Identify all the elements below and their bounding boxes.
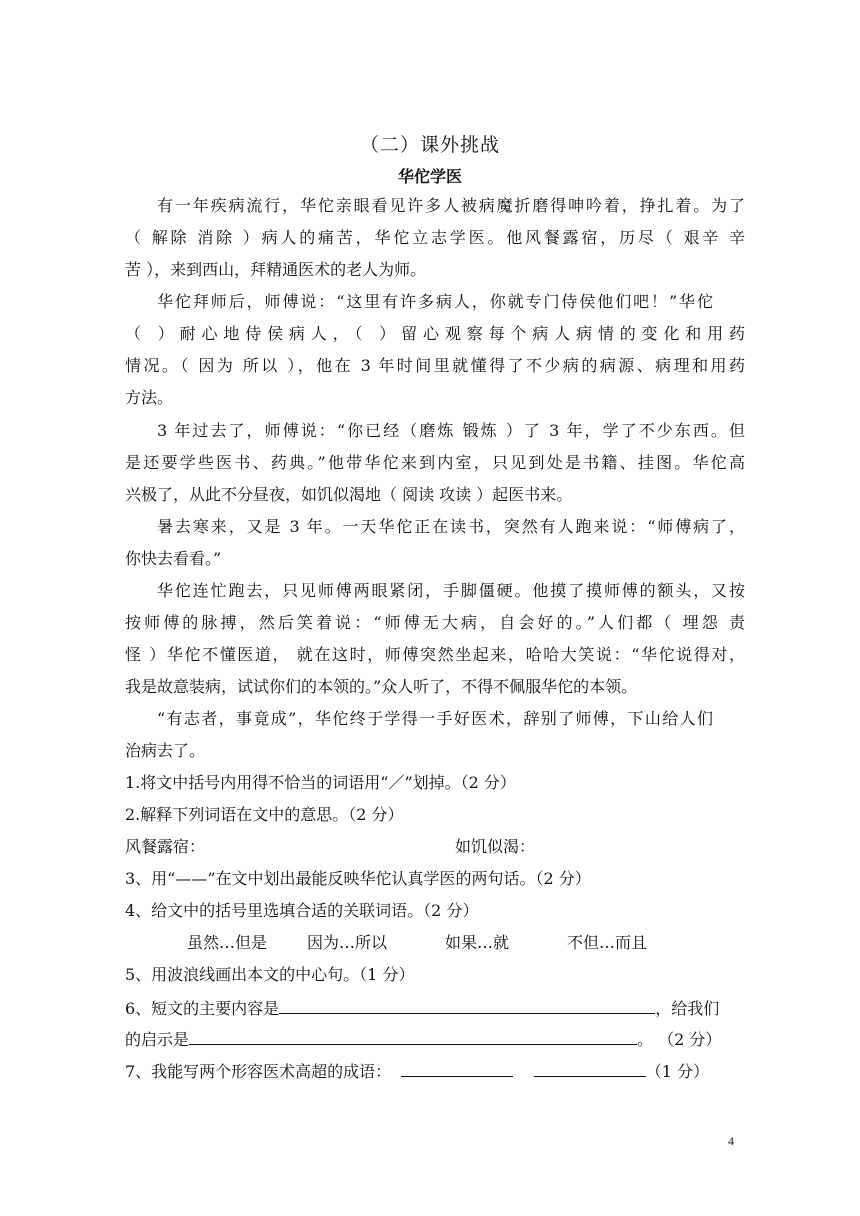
q6-answer-blank-2[interactable] (189, 1028, 637, 1045)
connective-option: 虽然…但是 (187, 933, 268, 952)
question-5: 5、用波浪线画出本文的中心句。（1 分） (125, 965, 415, 984)
passage-line: 苦 ），来到西山，拜精通医术的老人为师。 (125, 260, 427, 279)
q2-term-2: 如饥似渴： (455, 837, 536, 856)
passage-line: （ ）耐心地侍侯病人，（ ）留心观察每个病人病情的变化和用药 (125, 324, 745, 343)
passage-line: 治病去了。 (125, 741, 206, 760)
question-4: 4、给文中的括号里选填合适的关联词语。（2 分） (125, 901, 479, 920)
q6-prompt-2: 的启示是 (125, 1030, 190, 1049)
passage-line: 按师傅的脉搏，然后笑着说：“师傅无大病，自会好的。”人们都（ 埋怨 责 (125, 613, 745, 632)
question-1: 1.将文中括号内用得不恰当的词语用“／”划掉。（2 分） (125, 773, 516, 792)
q6-score: 。 （2 分） (637, 1030, 722, 1049)
passage-line: 怪 ）华佗不懂医道， 就在这时，师傅突然坐起来，哈哈大笑说：“华佗说得对， (125, 645, 745, 664)
q7-score: （1 分） (645, 1062, 709, 1081)
q6-continuation: ，给我们 (655, 999, 720, 1018)
story-title: 华佗学医 (397, 167, 462, 186)
q6-prompt: 6、短文的主要内容是 (125, 999, 280, 1018)
passage-line: 我是故意装病，试试你们的本领的。”众人听了，不得不佩服华佗的本领。 (125, 677, 638, 696)
passage-line: 华佗拜师后，师傅说：“这里有许多病人，你就专门侍侯他们吧！”华佗 (157, 292, 713, 311)
question-7 (125, 1060, 745, 1082)
question-3: 3、用“——”在文中划出最能反映华佗认真学医的两句话。（2 分） (125, 869, 591, 888)
q2-term-1: 风餐露宿： (125, 837, 206, 856)
passage-line: （ 解除 消除 ）病人的痛苦，华佗立志学医。他风餐露宿，历尽（ 艰辛 辛 (125, 228, 745, 247)
passage-line: 情况。（ 因为 所以 ），他在 3 年时间里就懂得了不少病的病源、病理和用药 (125, 356, 745, 375)
connective-option: 因为…所以 (307, 933, 388, 952)
passage-line: 是还要学些医书、药典。”他带华佗来到内室，只见到处是书籍、挂图。华佗高 (125, 453, 745, 472)
passage-line: 3 年过去了，师傅说：“你已经（磨炼 锻炼 ）了 3 年，学了不少东西。但 (157, 421, 745, 440)
connective-option: 如果…就 (445, 933, 510, 952)
question-6-line-2 (125, 1028, 745, 1050)
passage-line: 暑去寒来，又是 3 年。一天华佗正在读书，突然有人跑来说：“师傅病了， (157, 517, 745, 536)
q6-answer-blank-1[interactable] (279, 997, 655, 1014)
question-2: 2.解释下列词语在文中的意思。（2 分） (125, 805, 404, 824)
q7-answer-blank-2[interactable] (534, 1060, 646, 1077)
passage-line: 你快去看看。” (125, 549, 222, 568)
q7-prompt: 7、我能写两个形容医术高超的成语： (125, 1062, 392, 1081)
page-number: 4 (728, 1134, 734, 1148)
connective-option: 不但…而且 (567, 933, 648, 952)
question-6-line-1 (125, 997, 745, 1019)
passage-line: “有志者，事竟成”，华佗终于学得一手好医术，辞别了师傅，下山给人们 (157, 709, 713, 728)
passage-line: 方法。 (125, 388, 174, 407)
q7-answer-blank-1[interactable] (401, 1060, 513, 1077)
passage-line: 华佗连忙跑去，只见师傅两眼紧闭，手脚僵硬。他摸了摸师傅的额头，又按 (157, 581, 745, 600)
section-title: （二）课外挑战 (359, 134, 500, 156)
passage-line: 兴极了，从此不分昼夜，如饥似渴地（ 阅读 攻读 ）起医书来。 (125, 485, 573, 504)
passage-line: 有一年疾病流行，华佗亲眼看见许多人被病魔折磨得呻吟着，挣扎着。为了 (157, 196, 745, 215)
